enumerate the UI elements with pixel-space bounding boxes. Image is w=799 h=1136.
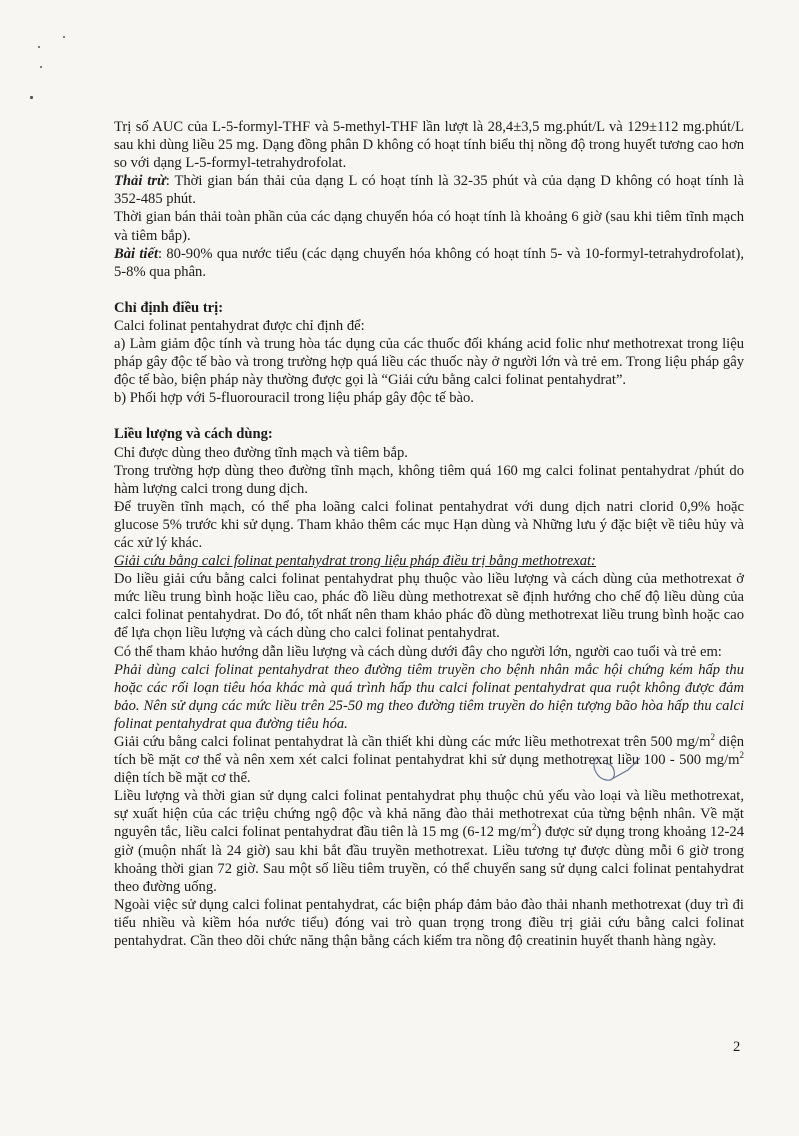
scan-speck xyxy=(63,36,65,38)
half-life-paragraph: Thời gian bán thải toàn phần của các dạng chuyển hóa có hoạt tính là khoảng 6 giờ (sau khi tiêm tĩnh mạch và tiêm bắp). xyxy=(114,209,744,244)
document-page xyxy=(114,118,744,950)
rescue-dependency: Do liều giải cứu bằng calci folinat pentahydrat phụ thuộc vào liều lượng và cách dùng của methotrexat ở mức liều trung bình hoặc liều cao, phác đồ liều dùng methotrexat sẽ định hướng cho chế độ liều dùng của calci folinat pentahydrat. Do đó, tốt nhất nên tham khảo phác đồ dùng methotrexat liều trung bình hoặc cao để lựa chọn liều lượng và cách dùng cho calci folinat pentahydrat. xyxy=(114,571,744,642)
rescue-threshold-text-1: Giải cứu bằng calci folinat pentahydrat là cần thiết khi dùng các mức liều methotrexat trên 500 mg/m xyxy=(114,734,711,750)
pk-auc-paragraph: Trị số AUC của L-5-formyl-THF và 5-methyl-THF lần lượt là 28,4±3,5 mg.phút/L và 129±112 mg.phút/L sau khi dùng liều 25 mg. Dạng đồng phân D không có hoạt tính biểu thị nồng độ trong huyết tương cao hơn so với dạng L-5-formyl-tetrahydrofolat. xyxy=(114,119,744,172)
rescue-dose-schedule xyxy=(114,787,744,896)
pen-signature-mark xyxy=(588,752,648,792)
elimination-label: Thải trừ xyxy=(114,173,166,190)
excretion-text: : 80-90% qua nước tiểu (các dạng chuyển hóa không có hoạt tính 5- và 10-formyl-tetrahydrofolat), 5-8% qua phân. xyxy=(114,245,744,280)
superscript: 2 xyxy=(739,750,744,761)
excretion-paragraph xyxy=(114,245,744,281)
page-number: 2 xyxy=(733,1039,741,1055)
indications-intro: Calci folinat pentahydrat được chỉ định để: xyxy=(114,317,365,334)
superscript: 2 xyxy=(531,822,537,833)
rescue-threshold-text-3: diện tích bề mặt cơ thể. xyxy=(114,770,251,787)
rescue-dose-text-1: Liều lượng và thời gian sử dụng calci folinat pentahydrat phụ thuộc chủ yếu vào loại và liều methotrexat, sự xuất hiện của các triệu chứng ngộ độc và khả năng đào thải methotrexat của từng bệnh nhân. Về mặt nguyên tắc, liều calci folinat pentahydrat đầu tiên là 15 mg (6-12 mg/m xyxy=(114,788,744,841)
elimination-paragraph xyxy=(114,172,744,208)
dosage-dilution: Để truyền tĩnh mạch, có thể pha loãng calci folinat pentahydrat với dung dịch natri clorid 0,9% hoặc glucose 5% trước khi sử dụng. Tham khảo thêm các mục Hạn dùng và Những lưu ý đặc biệt về tiêu hủy và các xử lý khác. xyxy=(114,498,744,551)
scan-speck xyxy=(30,96,33,99)
rescue-dose-text-2: ) được sử dụng trong khoảng 12-24 giờ (muộn nhất là 24 giờ) sau khi bắt đầu truyền methotrexat. Liều tương tự được dùng mỗi 6 giờ trong khoảng thời gian 72 giờ. Sau một số liều tiêm truyền, có thể chuyển sang sử dụng calci folinat pentahydrat theo đường uống. xyxy=(114,824,744,895)
excretion-label: Bài tiết xyxy=(114,245,159,262)
superscript: 2 xyxy=(710,732,715,743)
dosage-route: Chỉ được dùng theo đường tĩnh mạch và tiêm bắp. xyxy=(114,444,408,461)
dosage-iv-rate: Trong trường hợp dùng theo đường tĩnh mạch, không tiêm quá 160 mg calci folinat pentahydrat /phút do hàm lượng calci trong dung dịch. xyxy=(114,462,744,497)
indications-heading: Chỉ định điều trị: xyxy=(114,299,224,316)
rescue-threshold-text-2: diện tích bề mặt cơ thể và nên xem xét calci folinat pentahydrat khi sử dụng methotrexat liều 100 - 500 mg/m xyxy=(114,734,744,769)
rescue-guidance: Có thể tham khảo hướng dẫn liều lượng và cách dùng dưới đây cho người lớn, người cao tuổi và trẻ em: xyxy=(114,643,722,660)
rescue-threshold xyxy=(114,733,744,787)
rescue-subheading: Giải cứu bằng calci folinat pentahydrat trong liệu pháp điều trị bằng methotrexat: xyxy=(114,553,596,570)
scan-speck xyxy=(40,66,42,68)
rescue-parenteral-note: Phải dùng calci folinat pentahydrat theo đường tiêm truyền cho bệnh nhân mắc hội chứng kém hấp thu hoặc các rối loạn tiêu hóa khác mà quá trình hấp thu calci folinat pentahydrat qua ruột không được đảm bảo. Nên sử dụng các mức liều trên 25-50 mg theo đường tiêm truyền do hiện tượng bão hòa hấp thu calci folinat pentahydrat qua đường tiêu hóa. xyxy=(114,661,744,732)
indication-a: a) Làm giảm độc tính và trung hòa tác dụng của các thuốc đối kháng acid folic như methotrexat trong liệu pháp gây độc tế bào và trong trường hợp quá liều các thuốc này ở người lớn và trẻ em. Trong liệu pháp gây độc tế bào, biện pháp này thường được gọi là “Giải cứu bằng calci folinat pentahydrat”. xyxy=(114,336,744,389)
dosage-heading: Liều lượng và cách dùng: xyxy=(114,426,273,443)
rescue-elimination-measures: Ngoài việc sử dụng calci folinat pentahydrat, các biện pháp đảm bảo đào thải nhanh methotrexat (duy trì đi tiểu nhiều và kiềm hóa nước tiểu) đóng vai trò quan trọng trong điều trị giải cứu bằng calci folinat pentahydrat. Cần theo dõi chức năng thận bằng cách kiểm tra nồng độ creatinin huyết thanh hàng ngày. xyxy=(114,896,744,950)
elimination-text: : Thời gian bán thải của dạng L có hoạt tính là 32-35 phút và của dạng D không có hoạt tính là 352-485 phút. xyxy=(114,173,744,208)
indication-b: b) Phối hợp với 5-fluorouracil trong liệu pháp gây độc tế bào. xyxy=(114,390,474,407)
scan-speck xyxy=(38,46,40,48)
